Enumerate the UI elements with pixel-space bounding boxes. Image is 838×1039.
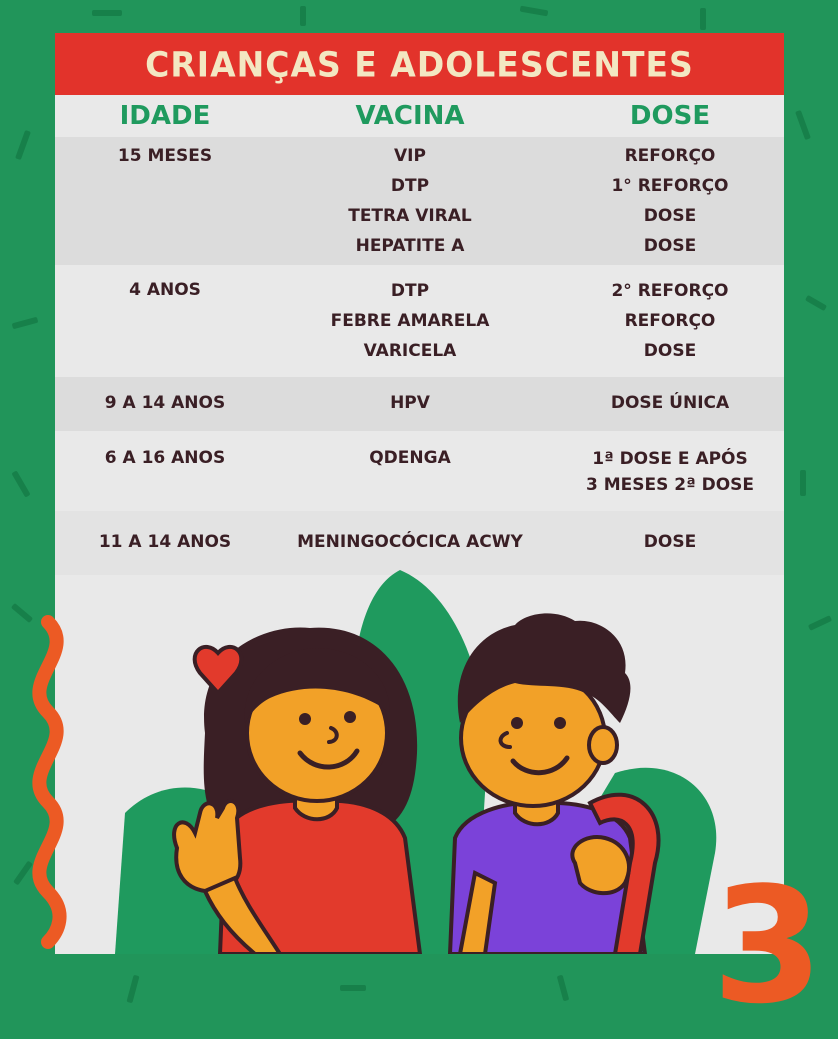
dose-cell: DOSE xyxy=(643,236,697,256)
header-dose: DOSE xyxy=(629,101,711,131)
squiggle-decoration xyxy=(18,612,78,952)
page-number: 3 xyxy=(712,852,824,1039)
kids-illustration xyxy=(55,33,784,954)
dose-cell: REFORÇO xyxy=(624,311,716,331)
age-cell: 9 A 14 ANOS xyxy=(104,393,226,413)
girl-figure xyxy=(174,627,420,954)
vaccine-cell: VARICELA xyxy=(363,341,457,361)
dose-cell: REFORÇO xyxy=(624,146,716,166)
vaccine-cell: DTP xyxy=(390,176,430,196)
vaccine-cell: HEPATITE A xyxy=(355,236,465,256)
dose-cell: DOSE xyxy=(643,532,697,552)
header-vacina: VACINA xyxy=(355,101,465,131)
vaccine-card xyxy=(55,33,784,954)
age-cell: 4 ANOS xyxy=(129,280,201,300)
dose-cell: 1° REFORÇO xyxy=(611,176,729,196)
dose-cell: 1ª DOSE E APÓS xyxy=(592,449,748,469)
dose-cell: DOSE ÚNICA xyxy=(610,393,730,413)
vaccine-cell: QDENGA xyxy=(369,448,451,468)
dose-cell: 2° REFORÇO xyxy=(611,281,729,301)
dose-cell: DOSE xyxy=(643,206,697,226)
vaccine-cell: HPV xyxy=(390,393,430,413)
header-idade: IDADE xyxy=(119,101,211,131)
page-title: CRIANÇAS E ADOLESCENTES xyxy=(145,43,694,85)
vaccine-cell: FEBRE AMARELA xyxy=(330,311,490,331)
vaccine-cell: MENINGOCÓCICA ACWY xyxy=(297,532,523,552)
vaccine-cell: TETRA VIRAL xyxy=(348,206,472,226)
age-cell: 15 MESES xyxy=(117,146,213,166)
vaccine-cell: VIP xyxy=(394,146,426,166)
age-cell: 6 A 16 ANOS xyxy=(104,448,226,468)
age-cell: 11 A 14 ANOS xyxy=(98,532,232,552)
dose-cell: DOSE xyxy=(643,341,697,361)
vaccine-cell: DTP xyxy=(390,281,430,301)
dose-cell: 3 MESES 2ª DOSE xyxy=(585,475,755,495)
